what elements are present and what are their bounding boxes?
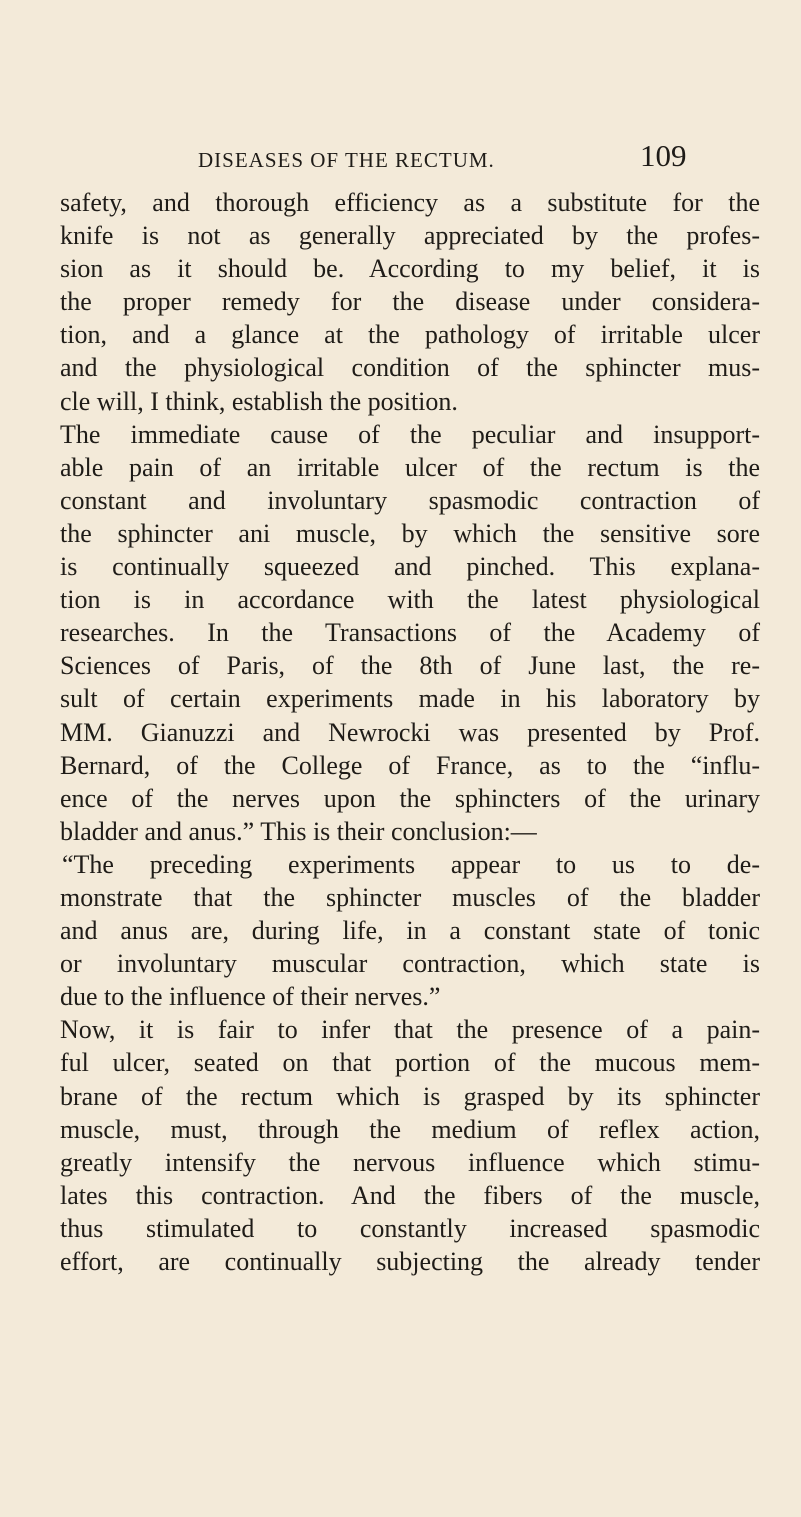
text-line: thus stimulated to constantly increased spasmodic: [60, 1213, 760, 1243]
text-line: or involuntary muscular contraction, which state is: [60, 949, 760, 979]
text-line: knife is not as generally appreciated by the profes-: [60, 221, 760, 251]
text-line: cle will, I think, establish the position.: [60, 386, 458, 416]
text-line: bladder and anus.” This is their conclusion:—: [60, 816, 537, 846]
text-line: lates this contraction. And the fibers of the muscle,: [60, 1180, 760, 1210]
text-line: brane of the rectum which is grasped by its sphincter: [60, 1081, 760, 1111]
text-line: MM. Gianuzzi and Newrocki was presented by Prof.: [60, 717, 760, 747]
text-line: Now, it is fair to infer that the presence of a pain-: [60, 1015, 760, 1045]
text-line: the sphincter ani muscle, by which the sensitive sore: [60, 518, 760, 548]
text-line: is continually squeezed and pinched. This explana-: [60, 552, 760, 582]
text-line: and the physiological condition of the sphincter mus-: [60, 353, 760, 383]
body-text: [60, 186, 760, 1278]
text-line: constant and involuntary spasmodic contraction of: [60, 485, 760, 515]
text-line: Sciences of Paris, of the 8th of June last, the re-: [60, 651, 760, 681]
running-head: DISEASES OF THE RECTUM.: [198, 148, 495, 172]
text-line: due to the influence of their nerves.”: [60, 982, 441, 1012]
text-line: ence of the nerves upon the sphincters of the urinary: [60, 783, 760, 813]
page-number: 109: [640, 138, 687, 173]
text-line: tion, and a glance at the pathology of irritable ulcer: [60, 320, 760, 350]
text-line: Bernard, of the College of France, as to the “influ-: [60, 750, 760, 780]
text-line: ful ulcer, seated on that portion of the mucous mem-: [60, 1048, 760, 1078]
text-line: greatly intensify the nervous influence which stimu-: [60, 1147, 760, 1177]
text-line: able pain of an irritable ulcer of the rectum is the: [60, 452, 760, 482]
text-line: the proper remedy for the disease under considera-: [60, 287, 760, 317]
text-line: sion as it should be. According to my belief, it is: [60, 254, 760, 284]
text-line: monstrate that the sphincter muscles of the bladder: [60, 882, 760, 912]
text-line: effort, are continually subjecting the already tender: [60, 1247, 760, 1276]
text-line: muscle, must, through the medium of reflex action,: [60, 1114, 760, 1144]
text-line: sult of certain experiments made in his laboratory by: [60, 684, 760, 714]
text-line: tion is in accordance with the latest physiological: [60, 585, 760, 615]
text-line: researches. In the Transactions of the Academy of: [60, 618, 760, 648]
text-line: and anus are, during life, in a constant state of tonic: [60, 916, 760, 946]
text-line: “The preceding experiments appear to us to de-: [62, 849, 760, 879]
text-line: The immediate cause of the peculiar and insupport-: [60, 419, 760, 449]
text-line: safety, and thorough efficiency as a substitute for the: [60, 188, 760, 217]
